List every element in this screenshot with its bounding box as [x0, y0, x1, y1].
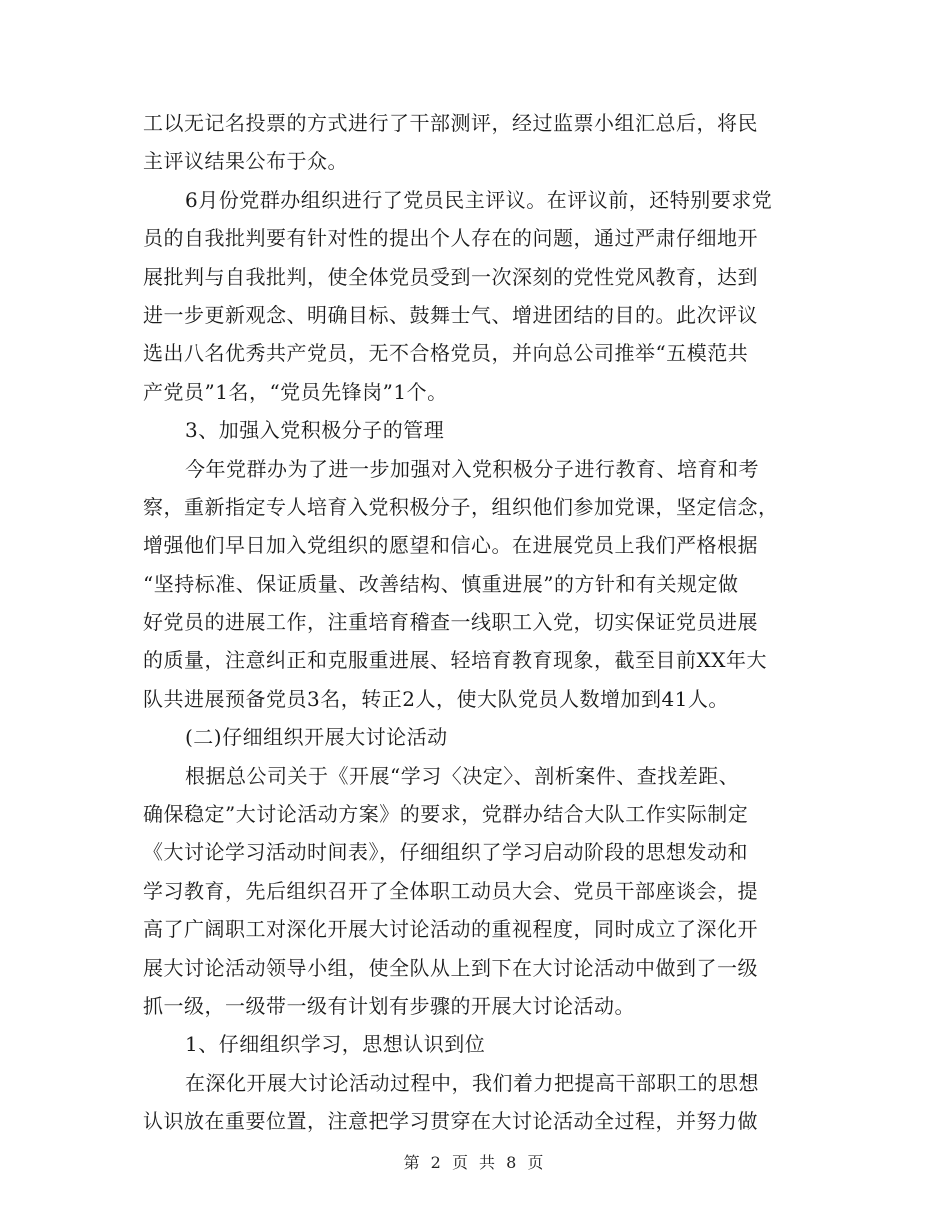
text-line: 进一步更新观念、明确目标、鼓舞士气、增进团结的目的。此次评议 — [143, 302, 758, 327]
text-line: 选出八名优秀共产党员，无不合格党员，并向总公司推举“五模范共 — [143, 341, 749, 366]
text-line: 确保稳定”大讨论活动方案》的要求，党群办结合大队工作实际制定 — [143, 802, 749, 827]
text-line: 增强他们早日加入党组织的愿望和信心。在进展党员上我们严格根据 — [143, 533, 758, 558]
paragraph-first-line: 根据总公司关于《开展“学习〈决定〉、剖析案件、查找差距、 — [185, 763, 740, 788]
text-line: 工以无记名投票的方式进行了干部测评，经过监票小组汇总后，将民 — [143, 111, 758, 135]
text-line: 高了广阔职工对深化开展大讨论活动的重视程度，同时成立了深化开 — [143, 917, 758, 942]
section-heading: (二)仔细组织开展大讨论活动 — [185, 725, 448, 750]
paragraph-first-line: 今年党群办为了进一步加强对入党积极分子进行教育、培育和考 — [185, 456, 759, 481]
text-line: 抓一级，一级带一级有计划有步骤的开展大讨论活动。 — [143, 993, 635, 1018]
text-line: 认识放在重要位置，注意把学习贯穿在大讨论活动全过程，并努力做 — [143, 1109, 758, 1134]
text-line: 好党员的进展工作，注重培育稽查一线职工入党，切实保证党员进展 — [143, 610, 758, 635]
text-line: 主评议结果公布于众。 — [143, 149, 348, 174]
text-line: 展批判与自我批判，使全体党员受到一次深刻的党性党风教育，达到 — [143, 264, 758, 289]
paragraph-first-line: 6月份党群办组织进行了党员民主评议。在评议前，还特别要求党 — [185, 187, 773, 212]
text-line: 产党员”1名，“党员先锋岗”1个。 — [143, 379, 448, 404]
paragraph-first-line: 在深化开展大讨论活动过程中，我们着力把提高干部职工的思想 — [185, 1070, 759, 1095]
document-body — [143, 104, 813, 1141]
section-heading: 1、仔细组织学习，思想认识到位 — [185, 1032, 486, 1057]
text-line: 员的自我批判要有针对性的提出个人存在的问题，通过严肃仔细地开 — [143, 226, 758, 251]
text-line: 的质量，注意纠正和克服重进展、轻培育教育现象，截至目前XX年大 — [143, 648, 767, 673]
text-line: 《大讨论学习活动时间表》，仔细组织了学习启动阶段的思想发动和 — [143, 840, 748, 865]
section-heading: 3、加强入党积极分子的管理 — [185, 418, 445, 443]
text-line: “坚持标准、保证质量、改善结构、慎重进展”的方针和有关规定做 — [143, 571, 739, 596]
text-line: 展大讨论活动领导小组，使全队从上到下在大讨论活动中做到了一级 — [143, 955, 758, 980]
text-line: 队共进展预备党员3名，转正2人，使大队党员人数增加到41人。 — [143, 686, 729, 711]
text-line: 学习教育，先后组织召开了全体职工动员大会、党员干部座谈会，提 — [143, 878, 758, 903]
text-line: 察，重新指定专人培育入党积极分子，组织他们参加党课，坚定信念， — [143, 494, 779, 519]
page-number-footer: 第 2 页 共 8 页 — [403, 1153, 547, 1172]
